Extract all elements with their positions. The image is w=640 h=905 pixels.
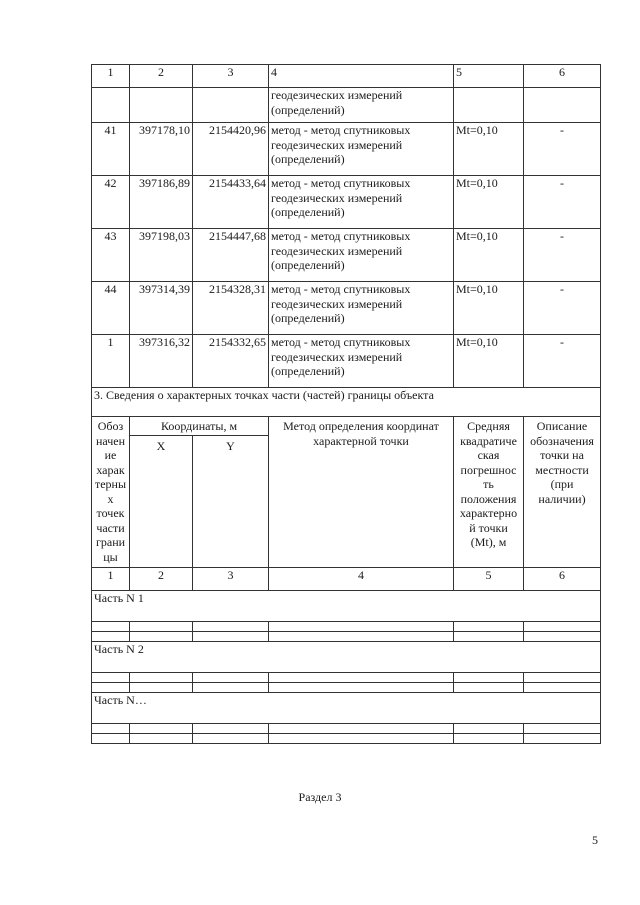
designation-header: Обоз начен ие харак терны х точек части грани цы (92, 417, 130, 568)
table-row (92, 335, 601, 388)
point-number: 41 (92, 123, 130, 176)
coord-y: 2154447,68 (193, 229, 269, 282)
point-number: 42 (92, 176, 130, 229)
mt-value: Mt=0,10 (454, 229, 524, 282)
mt-header: Средняя квадратиче ская погрешнос ть положения характерно й точки (Mt), м (454, 417, 524, 568)
method: метод - метод спутниковых геодезических измерений (определений) (269, 282, 454, 335)
coord-x: 397314,39 (130, 282, 193, 335)
header-row (92, 65, 601, 88)
header-col-6: 6 (524, 65, 601, 88)
y-header: Y (193, 436, 269, 568)
column-number: 5 (454, 568, 524, 591)
header-col-5: 5 (454, 65, 524, 88)
description: - (524, 335, 601, 388)
coord-x: 397186,89 (130, 176, 193, 229)
coords-header: Координаты, м (130, 417, 269, 436)
description: - (524, 229, 601, 282)
part-label: Часть N 2 (92, 642, 601, 673)
part-row (92, 642, 601, 673)
method: метод - метод спутниковых геодезических измерений (определений) (269, 229, 454, 282)
method: метод - метод спутниковых геодезических измерений (определений) (269, 123, 454, 176)
description: - (524, 123, 601, 176)
header-col-3: 3 (193, 65, 269, 88)
coord-x: 397316,32 (130, 335, 193, 388)
header-col-1: 1 (92, 65, 130, 88)
table-row (92, 282, 601, 335)
page-number: 5 (592, 833, 598, 847)
mt-value: Mt=0,10 (454, 335, 524, 388)
empty-row (92, 673, 601, 683)
column-number: 2 (130, 568, 193, 591)
header-col-4: 4 (269, 65, 454, 88)
table-row (92, 229, 601, 282)
empty-row (92, 724, 601, 734)
coord-x: 397178,10 (130, 123, 193, 176)
part-row (92, 693, 601, 724)
table-row (92, 123, 601, 176)
coord-y: 2154420,96 (193, 123, 269, 176)
column-number: 1 (92, 568, 130, 591)
description: - (524, 176, 601, 229)
method: метод - метод спутниковых геодезических измерений (определений) (269, 335, 454, 388)
part-label: Часть N 1 (92, 591, 601, 622)
coord-x: 397198,03 (130, 229, 193, 282)
section-title: 3. Сведения о характерных точках части (частей) границы объекта (92, 388, 601, 417)
section-title-row (92, 388, 601, 417)
method-header: Метод определения координат характерной точки (269, 417, 454, 568)
description: - (524, 282, 601, 335)
continuation-text: геодезических измерений (определений) (269, 88, 454, 123)
point-number: 1 (92, 335, 130, 388)
point-number: 44 (92, 282, 130, 335)
column-numbers-row (92, 568, 601, 591)
column-number: 4 (269, 568, 454, 591)
continuation-row (92, 88, 601, 123)
column-number: 3 (193, 568, 269, 591)
point-number: 43 (92, 229, 130, 282)
coord-y: 2154332,65 (193, 335, 269, 388)
method: метод - метод спутниковых геодезических измерений (определений) (269, 176, 454, 229)
column-number: 6 (524, 568, 601, 591)
description-header: Описание обозначения точки на местности (при наличии) (524, 417, 601, 568)
table-row (92, 176, 601, 229)
mt-value: Mt=0,10 (454, 282, 524, 335)
x-header: X (130, 436, 193, 568)
empty-row (92, 734, 601, 744)
empty-row (92, 632, 601, 642)
coord-y: 2154328,31 (193, 282, 269, 335)
section-header-row (92, 417, 601, 436)
coordinates-table (91, 64, 601, 744)
section-label: Раздел 3 (298, 790, 342, 804)
mt-value: Mt=0,10 (454, 176, 524, 229)
part-label: Часть N… (92, 693, 601, 724)
part-row (92, 591, 601, 622)
empty-row (92, 622, 601, 632)
empty-row (92, 683, 601, 693)
header-col-2: 2 (130, 65, 193, 88)
coord-y: 2154433,64 (193, 176, 269, 229)
mt-value: Mt=0,10 (454, 123, 524, 176)
